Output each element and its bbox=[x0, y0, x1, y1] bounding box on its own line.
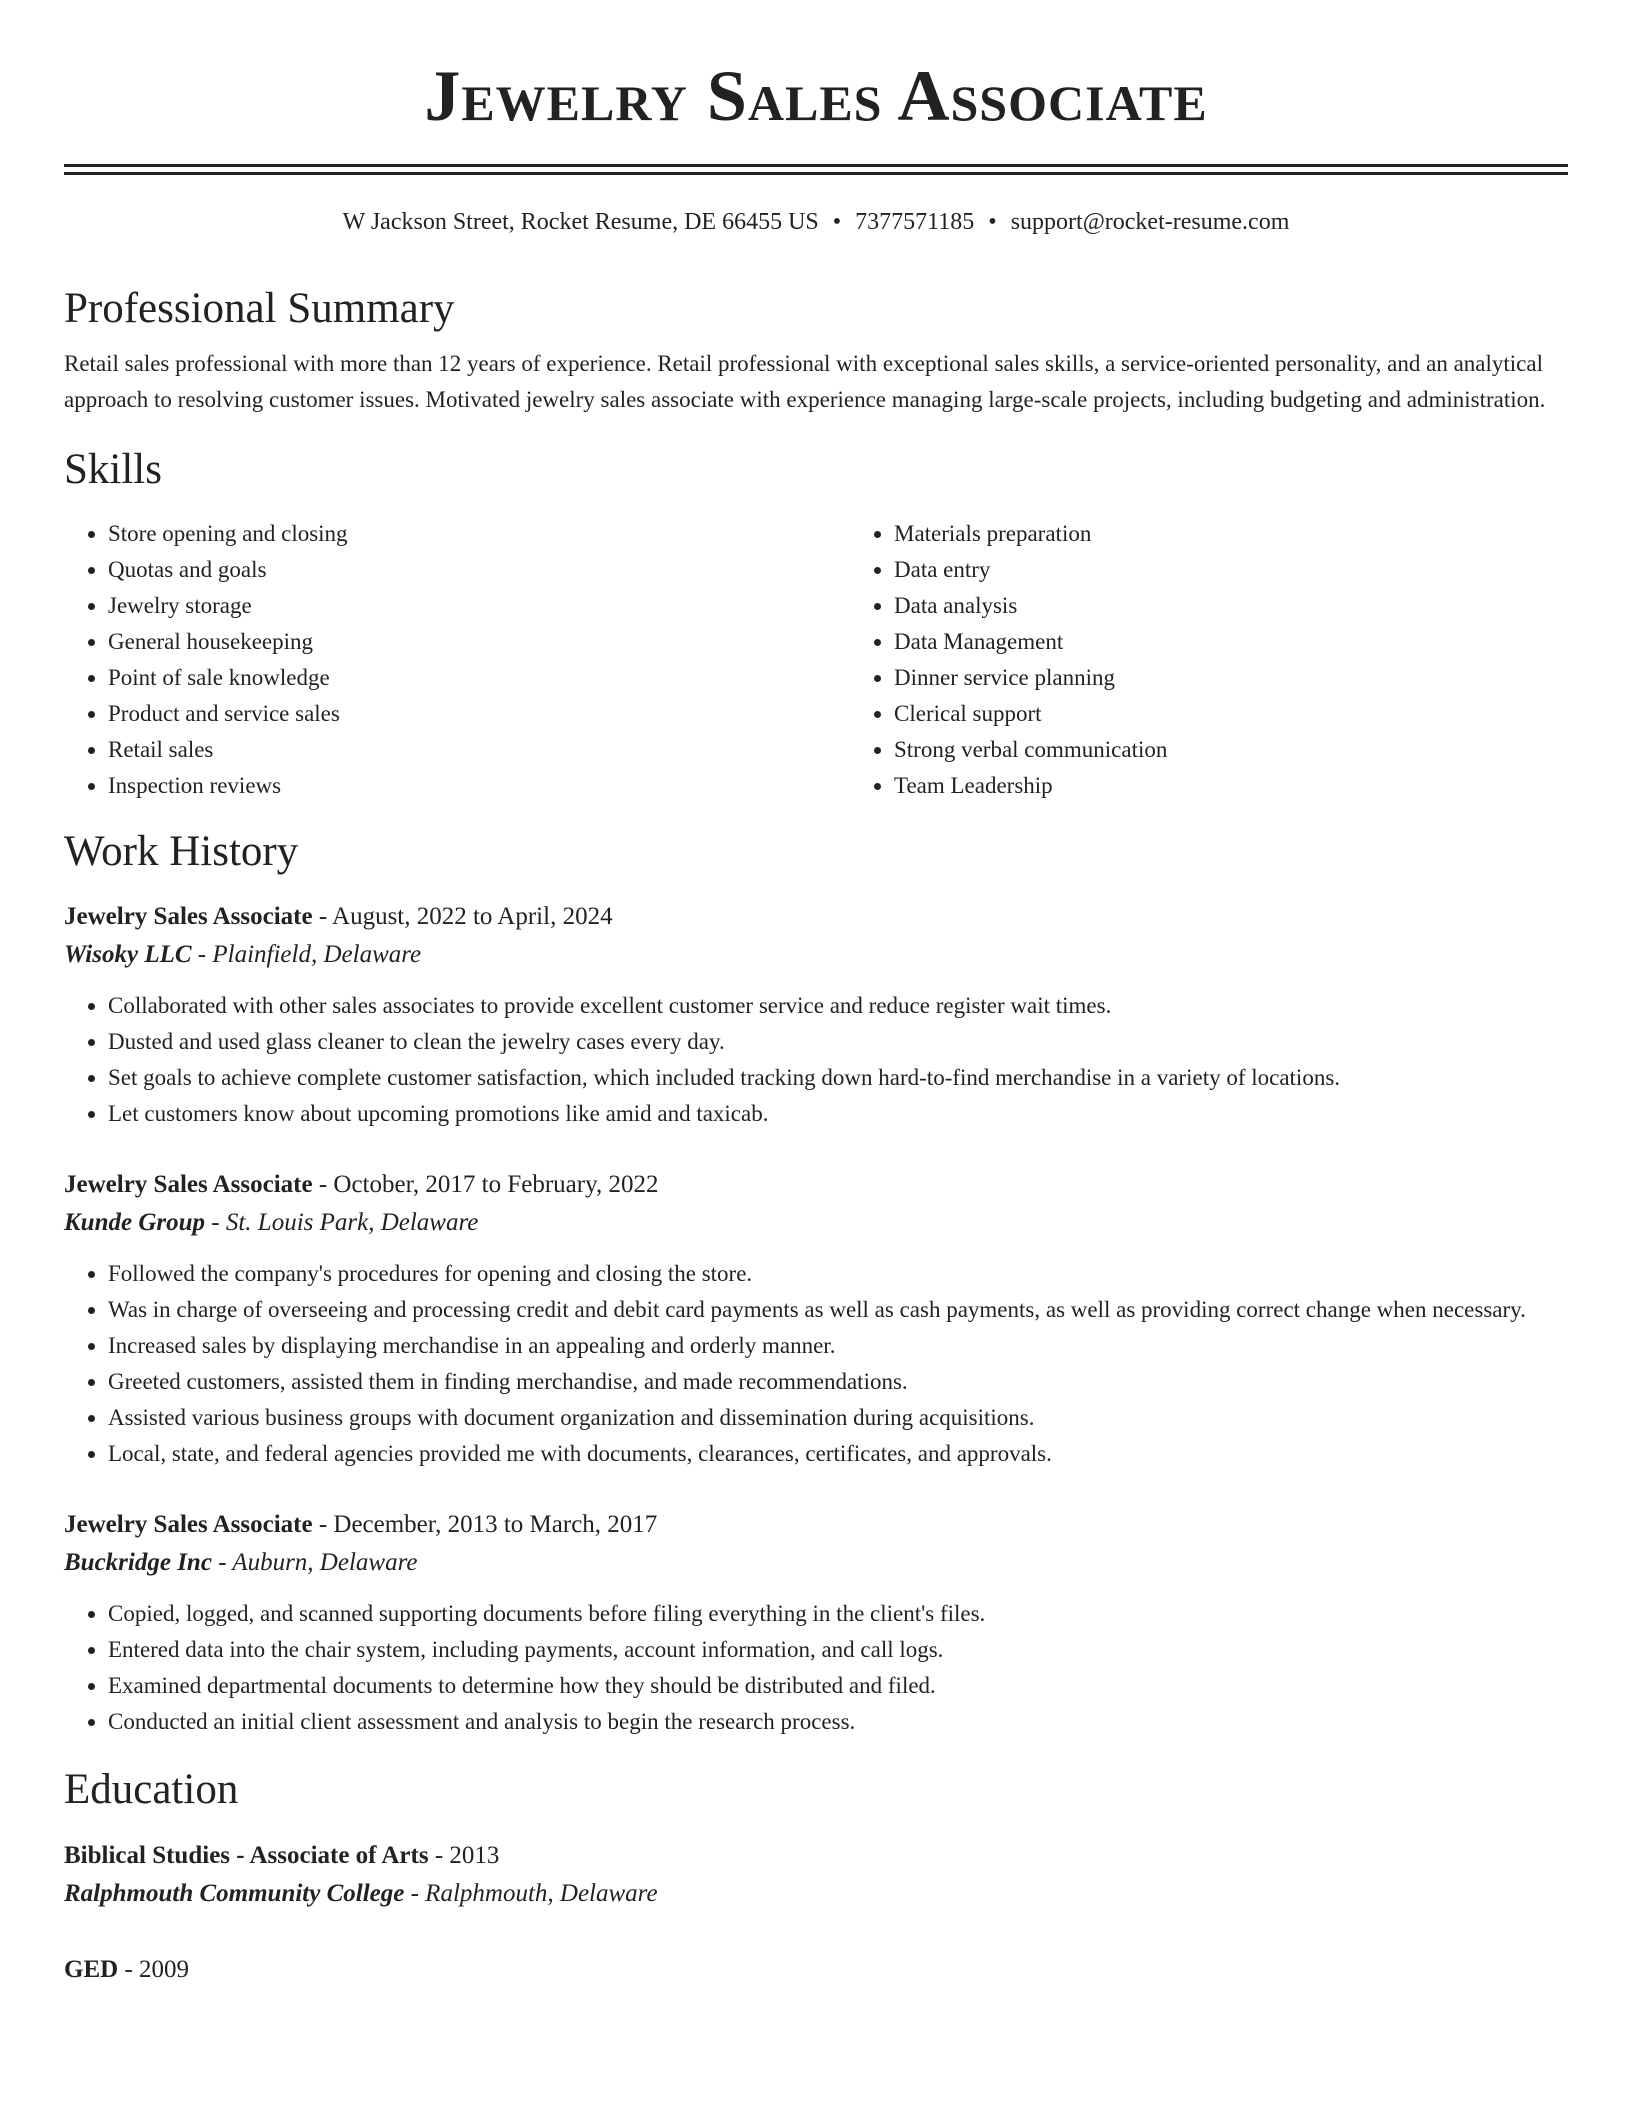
job-dates: - August, 2022 to April, 2024 bbox=[312, 902, 613, 930]
job-title-line bbox=[64, 1166, 1568, 1204]
skill-item: • Inspection reviews bbox=[108, 768, 850, 804]
skill-item: • Materials preparation bbox=[894, 516, 1568, 552]
job-dates: - October, 2017 to February, 2022 bbox=[312, 1170, 659, 1198]
education-school: Ralphmouth Community College bbox=[64, 1880, 405, 1908]
job-duty: • Collaborated with other sales associates to provide excellent customer service and reduce register wait times. bbox=[108, 988, 1568, 1024]
education-degree-line bbox=[64, 1951, 1568, 1989]
job-duty: • Entered data into the chair system, including payments, account information, and call logs. bbox=[108, 1632, 1568, 1668]
education-location: - Ralphmouth, Delaware bbox=[404, 1880, 658, 1908]
job-company-line bbox=[64, 1544, 1568, 1582]
job-entry bbox=[64, 898, 1568, 1132]
job-company-line bbox=[64, 1204, 1568, 1242]
skill-item: • Data Management bbox=[894, 624, 1568, 660]
education-school-line bbox=[64, 1875, 1568, 1913]
education-degree: GED bbox=[64, 1956, 119, 1984]
job-duties-list bbox=[64, 1596, 1568, 1740]
job-duty: • Assisted various business groups with document organization and dissemination during acquisitions. bbox=[108, 1400, 1568, 1436]
summary-heading: Professional Summary bbox=[64, 284, 455, 332]
skill-item: • Quotas and goals bbox=[108, 552, 850, 588]
job-title: Jewelry Sales Associate bbox=[64, 902, 313, 930]
skill-item: • Jewelry storage bbox=[108, 588, 850, 624]
contact-phone: 7377571185 bbox=[855, 209, 975, 235]
education-heading: Education bbox=[64, 1765, 239, 1813]
job-dates: - December, 2013 to March, 2017 bbox=[312, 1510, 658, 1538]
job-duty: • Local, state, and federal agencies provided me with documents, clearances, certificates, and approvals. bbox=[108, 1436, 1568, 1472]
job-duty: • Copied, logged, and scanned supporting documents before filing everything in the client's files. bbox=[108, 1596, 1568, 1632]
work-history-section bbox=[64, 826, 1568, 1740]
job-duties-list bbox=[64, 988, 1568, 1132]
job-duty: • Examined departmental documents to determine how they should be distributed and filed. bbox=[108, 1668, 1568, 1704]
skill-item: • Data analysis bbox=[894, 588, 1568, 624]
job-location: - St. Louis Park, Delaware bbox=[205, 1208, 479, 1236]
contact-email: support@rocket-resume.com bbox=[1010, 209, 1290, 235]
skill-item: • Clerical support bbox=[894, 696, 1568, 732]
skill-item: • Data entry bbox=[894, 552, 1568, 588]
contact-separator: • bbox=[832, 209, 842, 235]
skill-item: • Retail sales bbox=[108, 732, 850, 768]
education-degree-line bbox=[64, 1837, 1568, 1875]
education-degree: Biblical Studies - Associate of Arts bbox=[64, 1842, 429, 1870]
job-location: - Plainfield, Delaware bbox=[191, 940, 422, 968]
skill-item: • Point of sale knowledge bbox=[108, 660, 850, 696]
skills-columns bbox=[64, 516, 1568, 804]
job-duty: • Let customers know about upcoming promotions like amid and taxicab. bbox=[108, 1096, 1568, 1132]
job-duty: • Greeted customers, assisted them in finding merchandise, and made recommendations. bbox=[108, 1364, 1568, 1400]
work-history-heading: Work History bbox=[64, 827, 299, 875]
job-duty: • Conducted an initial client assessment and analysis to begin the research process. bbox=[108, 1704, 1568, 1740]
education-entry bbox=[64, 1837, 1568, 1913]
job-entry bbox=[64, 1506, 1568, 1740]
education-section bbox=[64, 1764, 1568, 1990]
job-duty: • Increased sales by displaying merchandise in an appealing and orderly manner. bbox=[108, 1328, 1568, 1364]
education-year: - 2009 bbox=[118, 1956, 190, 1984]
skills-list-right bbox=[850, 516, 1568, 804]
education-year: - 2013 bbox=[428, 1842, 500, 1870]
summary-text: Retail sales professional with more than 12 years of experience. Retail professional with exceptional sales skills, a service-oriented personality, and an analytical approach to resolving customer issues. Motivated jewelry sales associate with experience managing large-scale projects, including budgeting and administration. bbox=[64, 351, 1546, 413]
skills-list-left bbox=[64, 516, 850, 804]
contact-address: W Jackson Street, Rocket Resume, DE 66455 US bbox=[342, 209, 819, 235]
job-title-line bbox=[64, 898, 1568, 936]
job-company: Wisoky LLC bbox=[64, 940, 192, 968]
job-duty: • Was in charge of overseeing and processing credit and debit card payments as well as cash payments, as well as providing correct change when necessary. bbox=[108, 1292, 1568, 1328]
summary-section bbox=[64, 283, 1568, 419]
job-company: Kunde Group bbox=[64, 1208, 206, 1236]
candidate-name: Jewelry Sales Associate bbox=[424, 56, 1208, 136]
skill-item: • Product and service sales bbox=[108, 696, 850, 732]
job-company-line bbox=[64, 936, 1568, 974]
skill-item: • Team Leadership bbox=[894, 768, 1568, 804]
skill-item: • Strong verbal communication bbox=[894, 732, 1568, 768]
skill-item: • Dinner service planning bbox=[894, 660, 1568, 696]
skill-item: • Store opening and closing bbox=[108, 516, 850, 552]
job-duties-list bbox=[64, 1256, 1568, 1472]
job-entry bbox=[64, 1166, 1568, 1472]
skill-item: • General housekeeping bbox=[108, 624, 850, 660]
job-title-line bbox=[64, 1506, 1568, 1544]
education-entry bbox=[64, 1951, 1568, 1989]
skills-heading: Skills bbox=[64, 446, 162, 494]
job-company: Buckridge Inc bbox=[64, 1548, 212, 1576]
job-duty: • Dusted and used glass cleaner to clean the jewelry cases every day. bbox=[108, 1024, 1568, 1060]
job-duty: • Set goals to achieve complete customer satisfaction, which included tracking down hard-to-find merchandise in a variety of locations. bbox=[108, 1060, 1568, 1096]
contact-line bbox=[64, 208, 1568, 237]
job-title: Jewelry Sales Associate bbox=[64, 1510, 313, 1538]
job-location: - Auburn, Delaware bbox=[211, 1548, 418, 1576]
skills-section bbox=[64, 444, 1568, 804]
header-double-rule bbox=[64, 164, 1568, 175]
job-duty: • Followed the company's procedures for opening and closing the store. bbox=[108, 1256, 1568, 1292]
job-title: Jewelry Sales Associate bbox=[64, 1170, 313, 1198]
contact-separator: • bbox=[988, 209, 997, 235]
